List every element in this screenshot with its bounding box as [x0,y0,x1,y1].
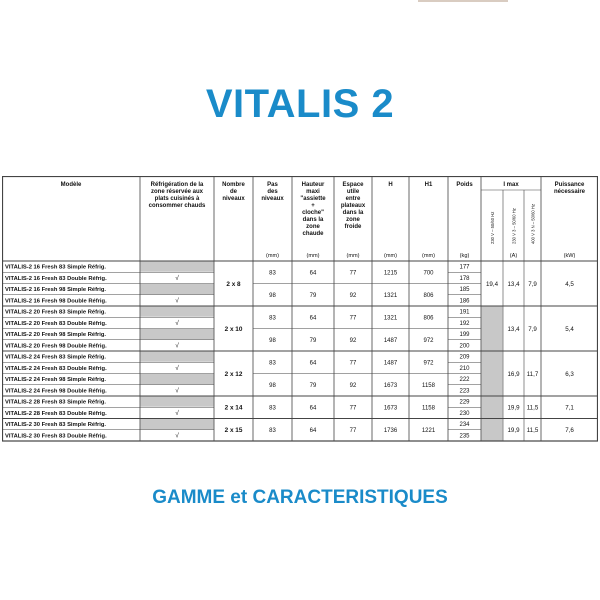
espace-value: 92 [349,292,357,299]
niveaux-value: 2 x 8 [226,280,241,288]
imax-230v3-value: 13,4 [507,280,520,288]
unit-label: (mm) [306,253,320,259]
model-name: VITALIS-2 24 Fresh 98 Double Réfrig. [5,388,107,395]
header-pas: des [267,189,278,195]
h1-value: 806 [423,315,434,322]
header-refrig: zone réservée aux [150,189,204,195]
pas-value: 98 [269,292,276,299]
model-name: VITALIS-2 16 Fresh 83 Double Réfrig. [5,275,107,282]
hauteur-value: 64 [309,270,317,277]
header-hauteur: chaude [302,231,324,237]
h1-value: 972 [423,337,434,344]
poids-value: 186 [459,298,470,305]
refrig-shaded-cell [141,284,214,294]
pas-value: 98 [269,382,276,389]
pas-value: 83 [269,405,276,412]
refrig-shaded-cell [141,329,214,339]
espace-value: 77 [349,315,357,322]
header-hauteur: cloche" [302,210,324,216]
check-mark: √ [175,432,179,440]
h-value: 1673 [383,405,398,412]
pas-value: 83 [269,427,276,434]
unit-label: (mm) [421,253,436,259]
h1-value: 1158 [422,405,435,412]
header-hauteur: "assiette [300,196,326,202]
header-refrig: plats cuisinés à [154,196,200,202]
hauteur-value: 64 [309,360,317,367]
refrig-shaded-cell [141,397,214,407]
imax-400v3n-value: 7,9 [528,325,537,333]
header-hauteur: + [311,203,315,209]
header-refrig: Réfrigération de la [150,182,204,188]
imax-230v3-value: 19,9 [507,404,520,412]
imax-shaded-cell [482,352,503,396]
h1-value: 972 [423,360,434,367]
header-niveaux: niveaux [222,196,245,202]
imax-voltage-label: 400 V 3 N – 50/60 Hz [530,203,536,244]
check-mark: √ [175,297,179,305]
model-name: VITALIS-2 20 Fresh 98 Simple Réfrig. [5,332,107,339]
page-title: VITALIS 2 [205,82,395,126]
header-refrig: consommer chauds [148,203,206,209]
espace-value: 92 [349,337,357,344]
h-value: 1321 [383,315,398,322]
h-value: 1673 [383,382,398,389]
header-espace: froide [344,224,362,230]
poids-value: 200 [459,343,470,350]
top-edge-mark [418,0,508,2]
model-name: VITALIS-2 24 Fresh 98 Simple Réfrig. [5,377,107,384]
check-mark: √ [175,409,179,417]
h1-value: 806 [423,292,434,299]
puissance-value: 7,6 [565,427,574,435]
header-espace: dans la [342,210,364,216]
h-value: 1215 [383,270,398,277]
header-puissance: nécessaire [553,189,586,195]
refrig-shaded-cell [141,352,214,362]
niveaux-value: 2 x 14 [224,404,243,412]
imax-shaded-cell [482,419,503,441]
header-espace: utile [346,189,360,195]
puissance-value: 6,3 [565,370,574,378]
poids-value: 209 [459,354,470,361]
page-subtitle: GAMME et CARACTERISTIQUES [152,487,448,508]
pas-value: 83 [269,270,276,277]
model-name: VITALIS-2 16 Fresh 83 Simple Réfrig. [5,264,107,271]
header-espace: entre [345,196,361,202]
model-name: VITALIS-2 20 Fresh 98 Double Réfrig. [5,343,107,350]
model-name: VITALIS-2 30 Fresh 83 Simple Réfrig. [5,422,107,429]
unit-label: (kg) [459,253,470,259]
pas-value: 98 [269,337,276,344]
header-hauteur: dans la [302,217,324,223]
imax-voltage-label: 230 V 3 – 50/60 Hz [511,208,517,244]
imax-230v-value: 19,4 [485,280,499,288]
imax-400v3n-value: 11,5 [526,427,539,435]
check-mark: √ [175,387,179,395]
model-name: VITALIS-2 24 Fresh 83 Simple Réfrig. [5,354,107,361]
header-niveaux: de [229,189,238,195]
imax-voltage-label: 230 V – 50/60 Hz [490,211,495,244]
unit-label: (mm) [265,253,280,259]
espace-value: 77 [349,270,357,277]
imax-400v3n-value: 11,7 [526,370,539,378]
model-name: VITALIS-2 16 Fresh 98 Double Réfrig. [5,298,107,305]
hauteur-value: 64 [309,427,317,434]
niveaux-value: 2 x 12 [224,370,243,378]
unit-label: (mm) [346,253,360,259]
imax-400v3n-value: 11,5 [526,404,539,412]
check-mark: √ [175,319,179,327]
poids-value: 192 [459,320,470,327]
hauteur-value: 79 [309,292,317,299]
imax-230v3-value: 19,9 [507,427,520,435]
header-hauteur: Hauteur [301,182,325,188]
poids-value: 223 [459,388,470,395]
pas-value: 83 [269,360,276,367]
puissance-value: 4,5 [565,280,574,288]
header-espace: plateaux [340,203,366,209]
header-hauteur: maxi [306,189,320,195]
hauteur-value: 79 [309,337,317,344]
header-pas: niveaux [261,196,284,202]
poids-value: 199 [459,332,470,339]
pas-value: 83 [269,315,276,322]
h1-value: 1221 [421,427,436,434]
unit-label: (kW) [563,253,576,259]
header-espace: Espace [342,182,364,188]
h1-value: 700 [423,270,434,277]
h-value: 1321 [383,292,398,299]
imax-400v3n-value: 7,9 [528,280,537,288]
espace-value: 77 [349,427,357,434]
niveaux-value: 2 x 10 [224,325,243,333]
header-puissance: Puissance [554,182,585,188]
niveaux-value: 2 x 15 [224,427,243,435]
header-hauteur: zone [306,224,320,230]
h-value: 1487 [383,337,398,344]
header-poids: Poids [456,182,473,188]
refrig-shaded-cell [141,374,214,384]
poids-value: 191 [459,309,470,316]
h1-value: 1158 [422,382,435,389]
imax-shaded-cell [482,397,503,419]
refrig-shaded-cell [141,419,214,429]
imax-230v3-value: 13,4 [507,325,520,333]
header-h: H [388,182,393,188]
check-mark: √ [175,274,179,282]
poids-value: 185 [459,287,470,294]
refrig-shaded-cell [141,262,214,272]
poids-value: 234 [459,422,470,429]
model-name: VITALIS-2 28 Fresh 83 Double Réfrig. [5,410,107,417]
puissance-value: 7,1 [565,404,574,412]
poids-value: 178 [459,275,470,282]
check-mark: √ [175,364,179,372]
imax-230v3-value: 16,9 [507,370,520,378]
header-pas: Pas [267,182,278,188]
espace-value: 77 [349,360,357,367]
unit-label: (A) [509,253,518,259]
header-imax: I max [503,182,519,188]
spec-table [2,176,598,443]
header-h1: H1 [424,182,433,188]
poids-value: 229 [459,399,470,406]
model-name: VITALIS-2 28 Fresh 83 Simple Réfrig. [5,399,107,406]
hauteur-value: 64 [309,315,317,322]
model-name: VITALIS-2 24 Fresh 83 Double Réfrig. [5,365,107,372]
unit-label: (mm) [383,253,398,259]
poids-value: 177 [459,264,470,271]
espace-value: 77 [349,405,357,412]
refrig-shaded-cell [141,307,214,317]
header-modele: Modèle [60,182,82,188]
hauteur-value: 79 [309,382,317,389]
model-name: VITALIS-2 20 Fresh 83 Simple Réfrig. [5,309,107,316]
header-espace: zone [346,217,360,223]
hauteur-value: 64 [309,405,317,412]
poids-value: 222 [459,377,470,384]
model-name: VITALIS-2 20 Fresh 83 Double Réfrig. [5,320,107,327]
model-name: VITALIS-2 16 Fresh 98 Simple Réfrig. [5,287,107,294]
poids-value: 210 [459,365,470,372]
h-value: 1736 [383,427,398,434]
imax-shaded-cell [482,307,503,351]
model-name: VITALIS-2 30 Fresh 83 Double Réfrig. [5,433,107,440]
header-niveaux: Nombre [222,182,245,188]
poids-value: 230 [459,410,470,417]
poids-value: 235 [459,433,470,440]
espace-value: 92 [349,382,357,389]
puissance-value: 5,4 [565,325,574,333]
check-mark: √ [175,342,179,350]
h-value: 1487 [383,360,398,367]
